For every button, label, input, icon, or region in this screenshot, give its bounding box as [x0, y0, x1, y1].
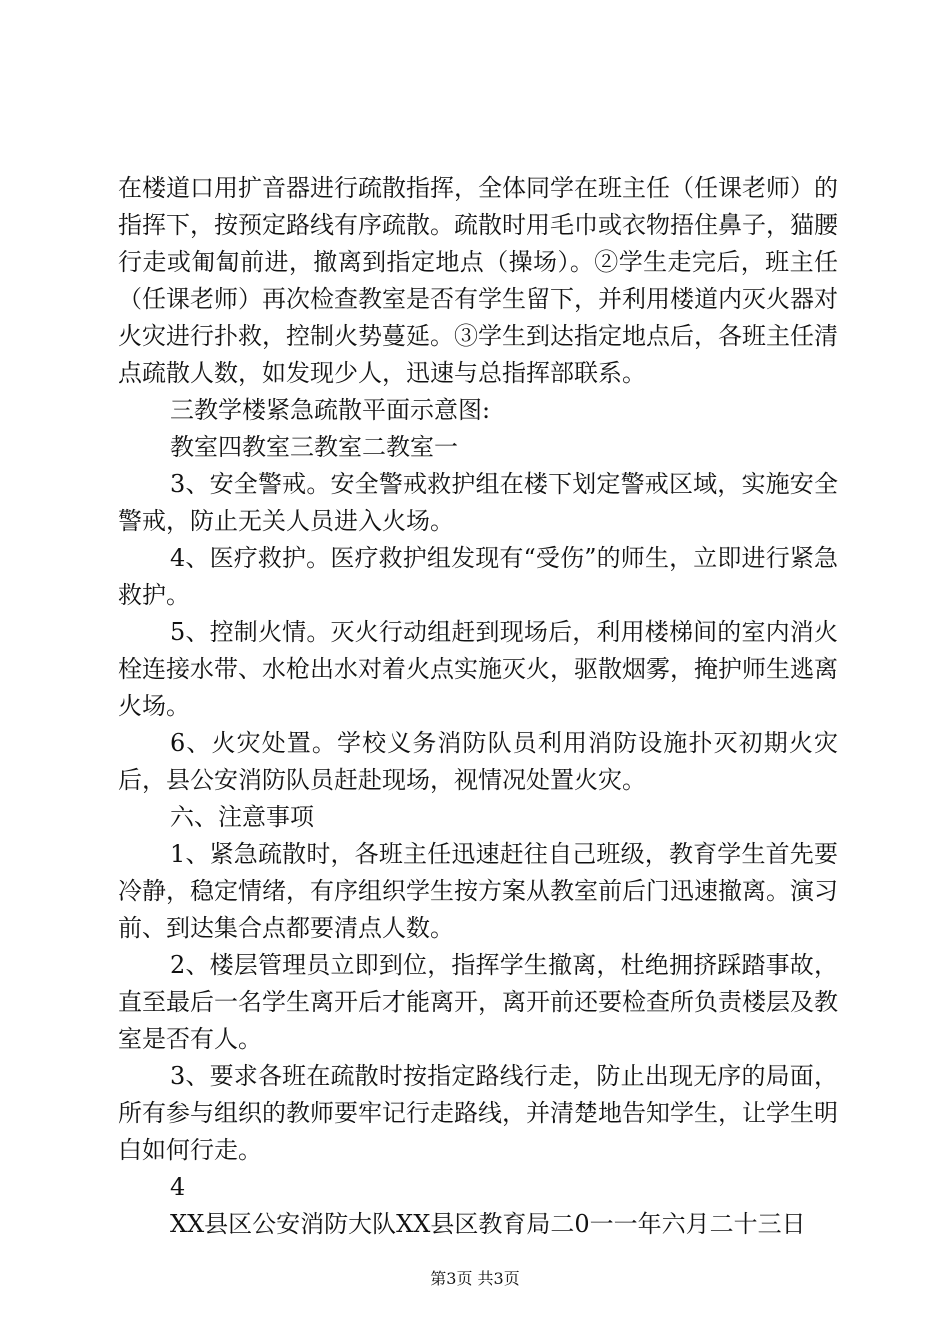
- paragraph-1: 在楼道口用扩音器进行疏散指挥，全体同学在班主任（任课老师）的指挥下，按预定路线有序疏散。疏散时用毛巾或衣物捂住鼻子，猫腰行走或匍匐前进，撤离到指定地点（操场）。②学生走完后，班主任（任课老师）再次检查教室是否有学生留下，并利用楼道内灭火器对火灾进行扑救，控制火势蔓延。③学生到达指定地点后，各班主任清点疏散人数，如发现少人，迅速与总指挥部联系。: [118, 174, 838, 387]
- paragraph-4: 3、安全警戒。安全警戒救护组在楼下划定警戒区域，实施安全警戒，防止无关人员进入火场。: [118, 470, 838, 535]
- paragraph-5: 4、医疗救护。医疗救护组发现有“受伤”的师生，立即进行紧急救护。: [118, 544, 838, 609]
- paragraph-6: 5、控制火情。灭火行动组赶到现场后，利用楼梯间的室内消火栓连接水带、水枪出水对着火点实施灭火，驱散烟雾，掩护师生逃离火场。: [118, 618, 838, 720]
- page-footer: 第3页 共3页: [430, 1269, 520, 1288]
- section-heading: 六、注意事项: [170, 803, 314, 831]
- paragraph-12: 4: [170, 1173, 186, 1201]
- signature-line: XX县区公安消防大队XX县区教育局二0一一年六月二十三日: [170, 1210, 806, 1238]
- paragraph-10: 2、楼层管理员立即到位，指挥学生撤离，杜绝拥挤踩踏事故，直至最后一名学生离开后才能离开，离开前还要检查所负责楼层及教室是否有人。: [118, 951, 838, 1053]
- paragraph-11: 3、要求各班在疏散时按指定路线行走，防止出现无序的局面，所有参与组织的教师要牢记行走路线，并清楚地告知学生，让学生明白如何行走。: [118, 1062, 838, 1164]
- paragraph-3: 教室四教室三教室二教室一: [170, 433, 458, 461]
- document-body: [118, 170, 838, 1243]
- paragraph-7: 6、火灾处置。学校义务消防队员利用消防设施扑灭初期火灾后，县公安消防队员赶赴现场，视情况处置火灾。: [118, 729, 838, 794]
- paragraph-2: 三教学楼紧急疏散平面示意图:: [170, 396, 491, 424]
- paragraph-9: 1、紧急疏散时，各班主任迅速赶往自己班级，教育学生首先要冷静，稳定情绪，有序组织学生按方案从教室前后门迅速撤离。演习前、到达集合点都要清点人数。: [118, 840, 838, 942]
